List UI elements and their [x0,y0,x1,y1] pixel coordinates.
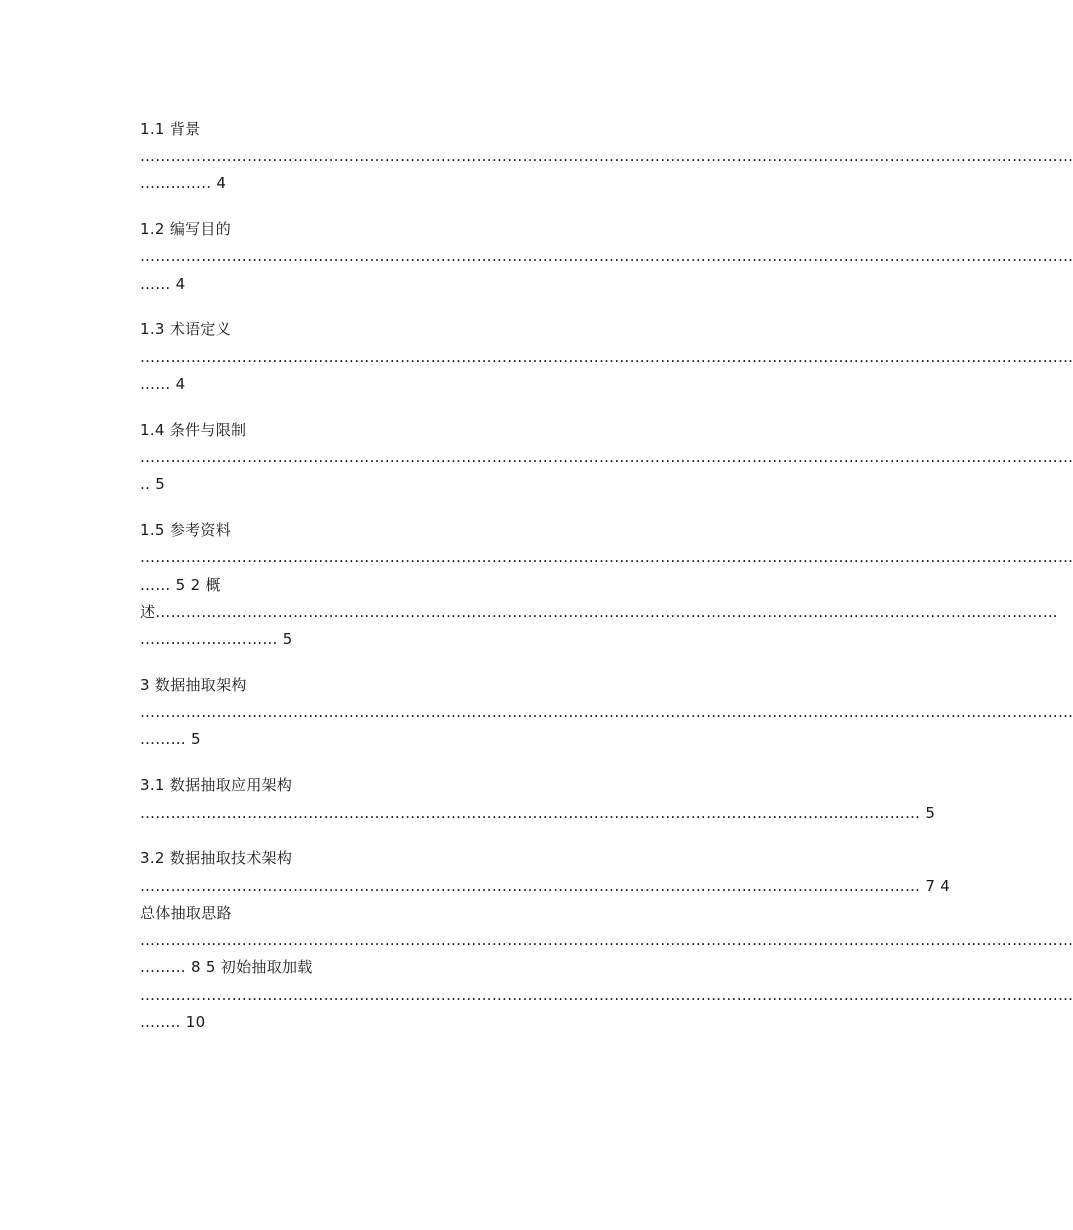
toc-line: 1.2 编写目的 [140,220,232,238]
toc-page-number: .. 5 [140,475,166,493]
toc-page-number: …….. 10 [140,1013,206,1031]
toc-dot-leader: ………………………………………………………………………………………………………………………………………………………………… [140,147,1073,165]
toc-dot-leader: ………………………………………………………………………………………………………………………………………………………………… [140,247,1073,265]
toc-line: 1.5 参考资料 [140,521,232,539]
toc-page-number: ……… 8 5 初始抽取加载 [140,958,313,976]
toc-page-number: ……………………………………………………………………………………………………………………………………… 7 4 [140,877,951,895]
toc-line: 3.1 数据抽取应用架构 [140,776,293,794]
toc-page-number: …… 5 2 概 [140,576,221,594]
toc-page-number: ……………………………………………………………………………………………………………………………………… 5 [140,804,936,822]
toc-line: 1.4 条件与限制 [140,421,247,439]
toc-page-number: ……………………… 5 [140,630,293,648]
toc-line: 1.3 术语定义 [140,320,232,338]
toc-line: 1.1 背景 [140,120,201,138]
toc-line: 总体抽取思路 [140,904,232,922]
toc-line: 3 数据抽取架构 [140,676,247,694]
toc-dot-leader: ………………………………………………………………………………………………………………………………………………………………… [140,931,1073,949]
toc-dot-leader: ………………………………………………………………………………………………………………………………………………………………… [140,348,1073,366]
toc-dot-leader: ………………………………………………………………………………………………………………………………………………………………… [140,703,1073,721]
toc-page-number: ………….. 4 [140,174,227,192]
toc-dot-leader: ………………………………………………………………………………………………………………………………………………………………… [140,986,1073,1004]
toc-page-number: ……… 5 [140,730,201,748]
toc-page-number: …… 4 [140,275,186,293]
toc-dot-leader: ………………………………………………………………………………………………………………………………………………………………… [140,448,1073,466]
toc-page-number: …… 4 [140,375,186,393]
toc-line: 述…………………………………………………………………………………………………………………………………………………………… [140,603,1058,621]
toc-line: 3.2 数据抽取技术架构 [140,849,293,867]
toc-dot-leader: ………………………………………………………………………………………………………………………………………………………………… [140,548,1073,566]
